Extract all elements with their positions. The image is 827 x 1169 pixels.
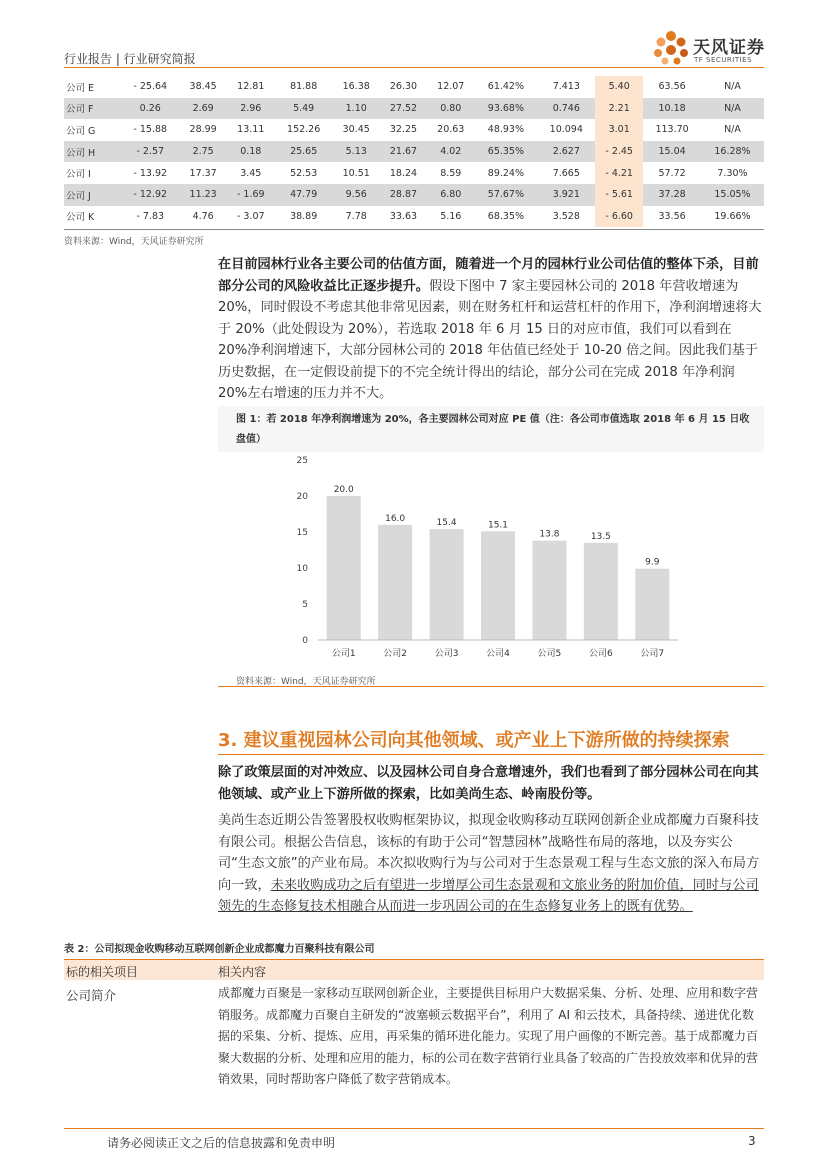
table-cell: 5.49 <box>275 98 333 120</box>
table-row <box>64 184 764 206</box>
table-cell: 2.69 <box>180 98 227 120</box>
footer-rule <box>64 1128 764 1129</box>
meishang-paragraph-a: 美尚生态近期公告签署股权收购框架协议，拟现金收购移动互联网创新企业成都魔力百聚科技有限公司。根据公告信息，该标的有助于公司“智慧园林”战略性布局的落地，以及夯实公司“生态文旅”的产业布局。本次拟收购行为与公司对于生态景观工程与生态文旅的深入布局方向一致， <box>218 813 760 893</box>
logo-text-en: TF SECURITIES <box>694 56 753 64</box>
x-tick-label: 公司5 <box>537 649 562 659</box>
table-cell: 38.89 <box>290 210 318 222</box>
table-cell: N/A <box>701 98 764 120</box>
table-cell: 2.21 <box>595 98 643 120</box>
table-cell: 7.78 <box>345 210 367 222</box>
table-row <box>64 206 764 228</box>
table-cell: 65.35% <box>474 141 537 163</box>
table2-row-content: 成都魔力百聚是一家移动互联网创新企业，主要提供目标用户大数据采集、分析、处理、应用和数字营销服务。成都魔力百聚自主研发的“波塞顿云数据平台”，利用了 AI 和云技术，具备持续、递进优化数据的采集、分析、提炼、应用，再采集的循环进化能力。实现了用户画像的不断完善。基于成都魔力百聚大数据的分析、处理和应用的能力，标的公司在数字营销行业具备了较高的广告投放效率和优异的营销效果，同时帮助客户降低了数字营销成本。 <box>218 986 759 1086</box>
table-cell: 57.67% <box>474 184 537 206</box>
bar-4 <box>481 531 515 640</box>
bar-value-label: 13.8 <box>539 529 560 540</box>
table-cell: 8.59 <box>440 167 462 179</box>
figure-title: 图 1：若 2018 年净利润增速为 20%，各主要园林公司对应 PE 值（注：各公司市值选取 2018 年 6 月 15 日收盘值） <box>236 414 750 445</box>
bar-5 <box>532 541 566 640</box>
table-cell: 7.665 <box>552 167 580 179</box>
table-cell: - 13.92 <box>133 167 168 179</box>
table-cell: 3.528 <box>552 210 580 222</box>
company-name: 公司 G <box>66 125 96 137</box>
bar-value-label: 9.9 <box>645 557 660 568</box>
report-header-label: 行业报告 | 行业研究简报 <box>64 52 196 66</box>
table-cell: 57.72 <box>658 167 686 179</box>
bar-value-label: 15.4 <box>436 518 457 529</box>
valuation-paragraph <box>218 254 764 405</box>
company-name: 公司 F <box>64 98 121 120</box>
table-cell: 38.45 <box>189 81 217 93</box>
table-cell: 152.26 <box>287 124 321 136</box>
table-cell: 17.37 <box>189 167 217 179</box>
table-cell: - 2.45 <box>595 141 643 163</box>
bar-value-label: 20.0 <box>333 485 354 495</box>
table-cell: 26.30 <box>389 81 418 93</box>
table-cell: 0.18 <box>227 141 275 163</box>
table-cell: 3.01 <box>595 119 643 141</box>
figure-source: 资料来源：Wind，天风证券研究所 <box>236 677 376 687</box>
table-cell: 33.56 <box>658 210 686 222</box>
valuation-paragraph-bold: 在目前园林行业各主要公司的估值方面，随着进一个月的园林行业公司估值的整体下杀，目前部分公司的风险收益比正逐步提升。 <box>218 257 759 294</box>
table-cell: 61.42% <box>487 81 525 93</box>
table-cell: 2.75 <box>180 141 227 163</box>
y-tick-label: 5 <box>302 600 308 610</box>
table-cell: 25.65 <box>275 141 333 163</box>
table-cell: - 12.92 <box>121 184 180 206</box>
table-cell: 15.05% <box>701 184 764 206</box>
company-name: 公司 E <box>66 82 95 94</box>
x-tick-label: 公司2 <box>383 649 408 659</box>
table-cell: 13.11 <box>237 124 265 136</box>
bar-value-label: 13.5 <box>590 531 611 542</box>
table-cell: 7.30% <box>717 167 748 179</box>
header-divider <box>64 67 764 68</box>
table-cell: N/A <box>724 81 741 93</box>
valuation-paragraph-text: 假设下图中 7 家主要园林公司的 2018 年营收增速为 20%，同时假设不考虑其他非常见因素，则在财务杠杆和运营杠杆的作用下，净利润增速将大于 20%（此处假设为 20%），若选取 2018 年 6 月 15 日的对应市值，我们可以看到在 20%净利润增速下，大部分园林公司的 2018 年估值已经处于 10-20 倍之间。因此我们基于历史数据，在一定假设前提下的不完全统计得出的结论，部分公司在完成 2018 年净利润 20%左右增速的压力并不大。 <box>218 278 762 401</box>
y-tick-label: 10 <box>296 564 308 574</box>
y-tick-label: 15 <box>296 528 308 538</box>
table-cell: 2.627 <box>537 141 595 163</box>
table-cell: 5.16 <box>440 210 462 222</box>
table-cell: - 5.61 <box>595 184 643 206</box>
section-intro: 除了政策层面的对冲效应、以及园林公司自身合意增速外，我们也看到了部分园林公司在向其他领域、或产业上下游所做的探索，比如美尚生态、岭南股份等。 <box>218 765 759 802</box>
logo-text-cn: 天风证券 <box>693 38 765 58</box>
table-row <box>64 119 764 141</box>
table-cell: 11.23 <box>180 184 227 206</box>
table-cell: 32.25 <box>389 124 418 136</box>
table-bottom-rule <box>64 229 764 230</box>
meishang-paragraph <box>218 810 764 918</box>
table-cell: 37.28 <box>643 184 701 206</box>
table-cell: 10.51 <box>342 167 370 179</box>
table-cell: N/A <box>724 124 741 136</box>
meishang-paragraph-b: 未来收购成功之后有望进一步增厚公司生态景观和文旅业务的附加价值，同时与公司领先的生态修复技术相融合从而进一步巩固公司的在生态修复业务上的既有优势。 <box>218 877 759 914</box>
table2-header-col2: 相关内容 <box>218 965 267 979</box>
table-cell: 18.24 <box>389 167 418 179</box>
table-cell: 3.45 <box>240 167 262 179</box>
table-cell: 0.746 <box>537 98 595 120</box>
table-cell: 15.04 <box>643 141 701 163</box>
company-name: 公司 J <box>64 184 121 206</box>
y-tick-label: 25 <box>296 456 308 466</box>
bar-7 <box>635 569 669 640</box>
x-tick-label: 公司3 <box>434 649 459 659</box>
table-cell: 10.094 <box>549 124 583 136</box>
table-cell: - 25.64 <box>133 81 168 93</box>
table-cell: 10.18 <box>643 98 701 120</box>
table-cell: 81.88 <box>290 81 318 93</box>
table-source: 资料来源：Wind，天风证券研究所 <box>64 237 204 247</box>
table-cell: - 7.83 <box>136 210 165 222</box>
table-cell: 30.45 <box>342 124 370 136</box>
table-cell: 6.80 <box>427 184 474 206</box>
table-cell: 7.413 <box>552 81 580 93</box>
table-cell: - 15.88 <box>133 124 168 136</box>
table-cell: 12.81 <box>237 81 265 93</box>
table-cell: 3.921 <box>537 184 595 206</box>
table-row <box>64 141 764 163</box>
page-number: 3 <box>748 1134 756 1148</box>
table2-header-col1: 标的相关项目 <box>66 965 139 979</box>
table-cell: 16.28% <box>701 141 764 163</box>
company-name: 公司 H <box>64 141 121 163</box>
table-cell: 93.68% <box>474 98 537 120</box>
bar-3 <box>430 529 464 640</box>
company-name: 公司 I <box>66 169 91 181</box>
table-cell: 0.26 <box>121 98 180 120</box>
table-cell: 48.93% <box>487 124 525 136</box>
table-cell: 20.63 <box>437 124 465 136</box>
table-cell: 68.35% <box>487 210 525 222</box>
table-cell: 4.02 <box>427 141 474 163</box>
table-cell: 63.56 <box>658 81 686 93</box>
x-tick-label: 公司7 <box>640 649 665 659</box>
section-rule <box>218 754 764 755</box>
table-cell: - 6.60 <box>595 206 643 228</box>
table-cell: 0.80 <box>427 98 474 120</box>
footer-disclaimer: 请务必阅读正文之后的信息披露和免责申明 <box>107 1136 336 1150</box>
table-cell: 12.07 <box>437 81 465 93</box>
bar-2 <box>378 525 412 640</box>
table-cell: 33.63 <box>389 210 418 222</box>
bar-1 <box>327 496 361 640</box>
table-cell: 2.96 <box>227 98 275 120</box>
pe-bar-chart <box>280 452 700 667</box>
y-tick-label: 20 <box>296 492 308 502</box>
x-tick-label: 公司1 <box>331 649 356 659</box>
table-cell: 47.79 <box>275 184 333 206</box>
bar-6 <box>584 543 618 640</box>
table-cell: - 3.07 <box>236 210 265 222</box>
table-row <box>64 162 764 184</box>
table-cell: 5.40 <box>595 76 643 98</box>
table-row <box>64 76 764 98</box>
table-cell: 52.53 <box>290 167 318 179</box>
table2-header-row <box>64 959 764 980</box>
valuation-table <box>64 76 764 227</box>
table-cell: - 4.21 <box>595 162 643 184</box>
table2-row-label: 公司简介 <box>66 988 117 1003</box>
company-name: 公司 K <box>66 212 95 224</box>
table-cell: 27.52 <box>380 98 427 120</box>
table-cell: 113.70 <box>655 124 689 136</box>
x-tick-label: 公司4 <box>486 649 510 659</box>
section-title: 3. 建议重视园林公司向其他领域、或产业上下游所做的持续探索 <box>218 730 730 751</box>
bar-value-label: 16.0 <box>385 513 406 524</box>
bar-value-label: 15.1 <box>487 520 509 531</box>
y-tick-label: 0 <box>302 636 308 646</box>
table-cell: 19.66% <box>714 210 751 222</box>
table-cell: 28.87 <box>380 184 427 206</box>
table-cell: 1.10 <box>333 98 380 120</box>
tf-logo-icon <box>650 28 692 70</box>
x-tick-label: 公司6 <box>588 649 613 659</box>
table-cell: 28.99 <box>189 124 217 136</box>
table-cell: 89.24% <box>487 167 525 179</box>
table-cell: 16.38 <box>342 81 370 93</box>
table-cell: 21.67 <box>380 141 427 163</box>
table2-title: 表 2：公司拟现金收购移动互联网创新企业成都魔力百聚科技有限公司 <box>64 944 375 955</box>
table-cell: - 1.69 <box>227 184 275 206</box>
table-row <box>64 98 764 120</box>
table-cell: 5.13 <box>333 141 380 163</box>
table-cell: 9.56 <box>333 184 380 206</box>
table-cell: 4.76 <box>192 210 214 222</box>
table-cell: - 2.57 <box>121 141 180 163</box>
